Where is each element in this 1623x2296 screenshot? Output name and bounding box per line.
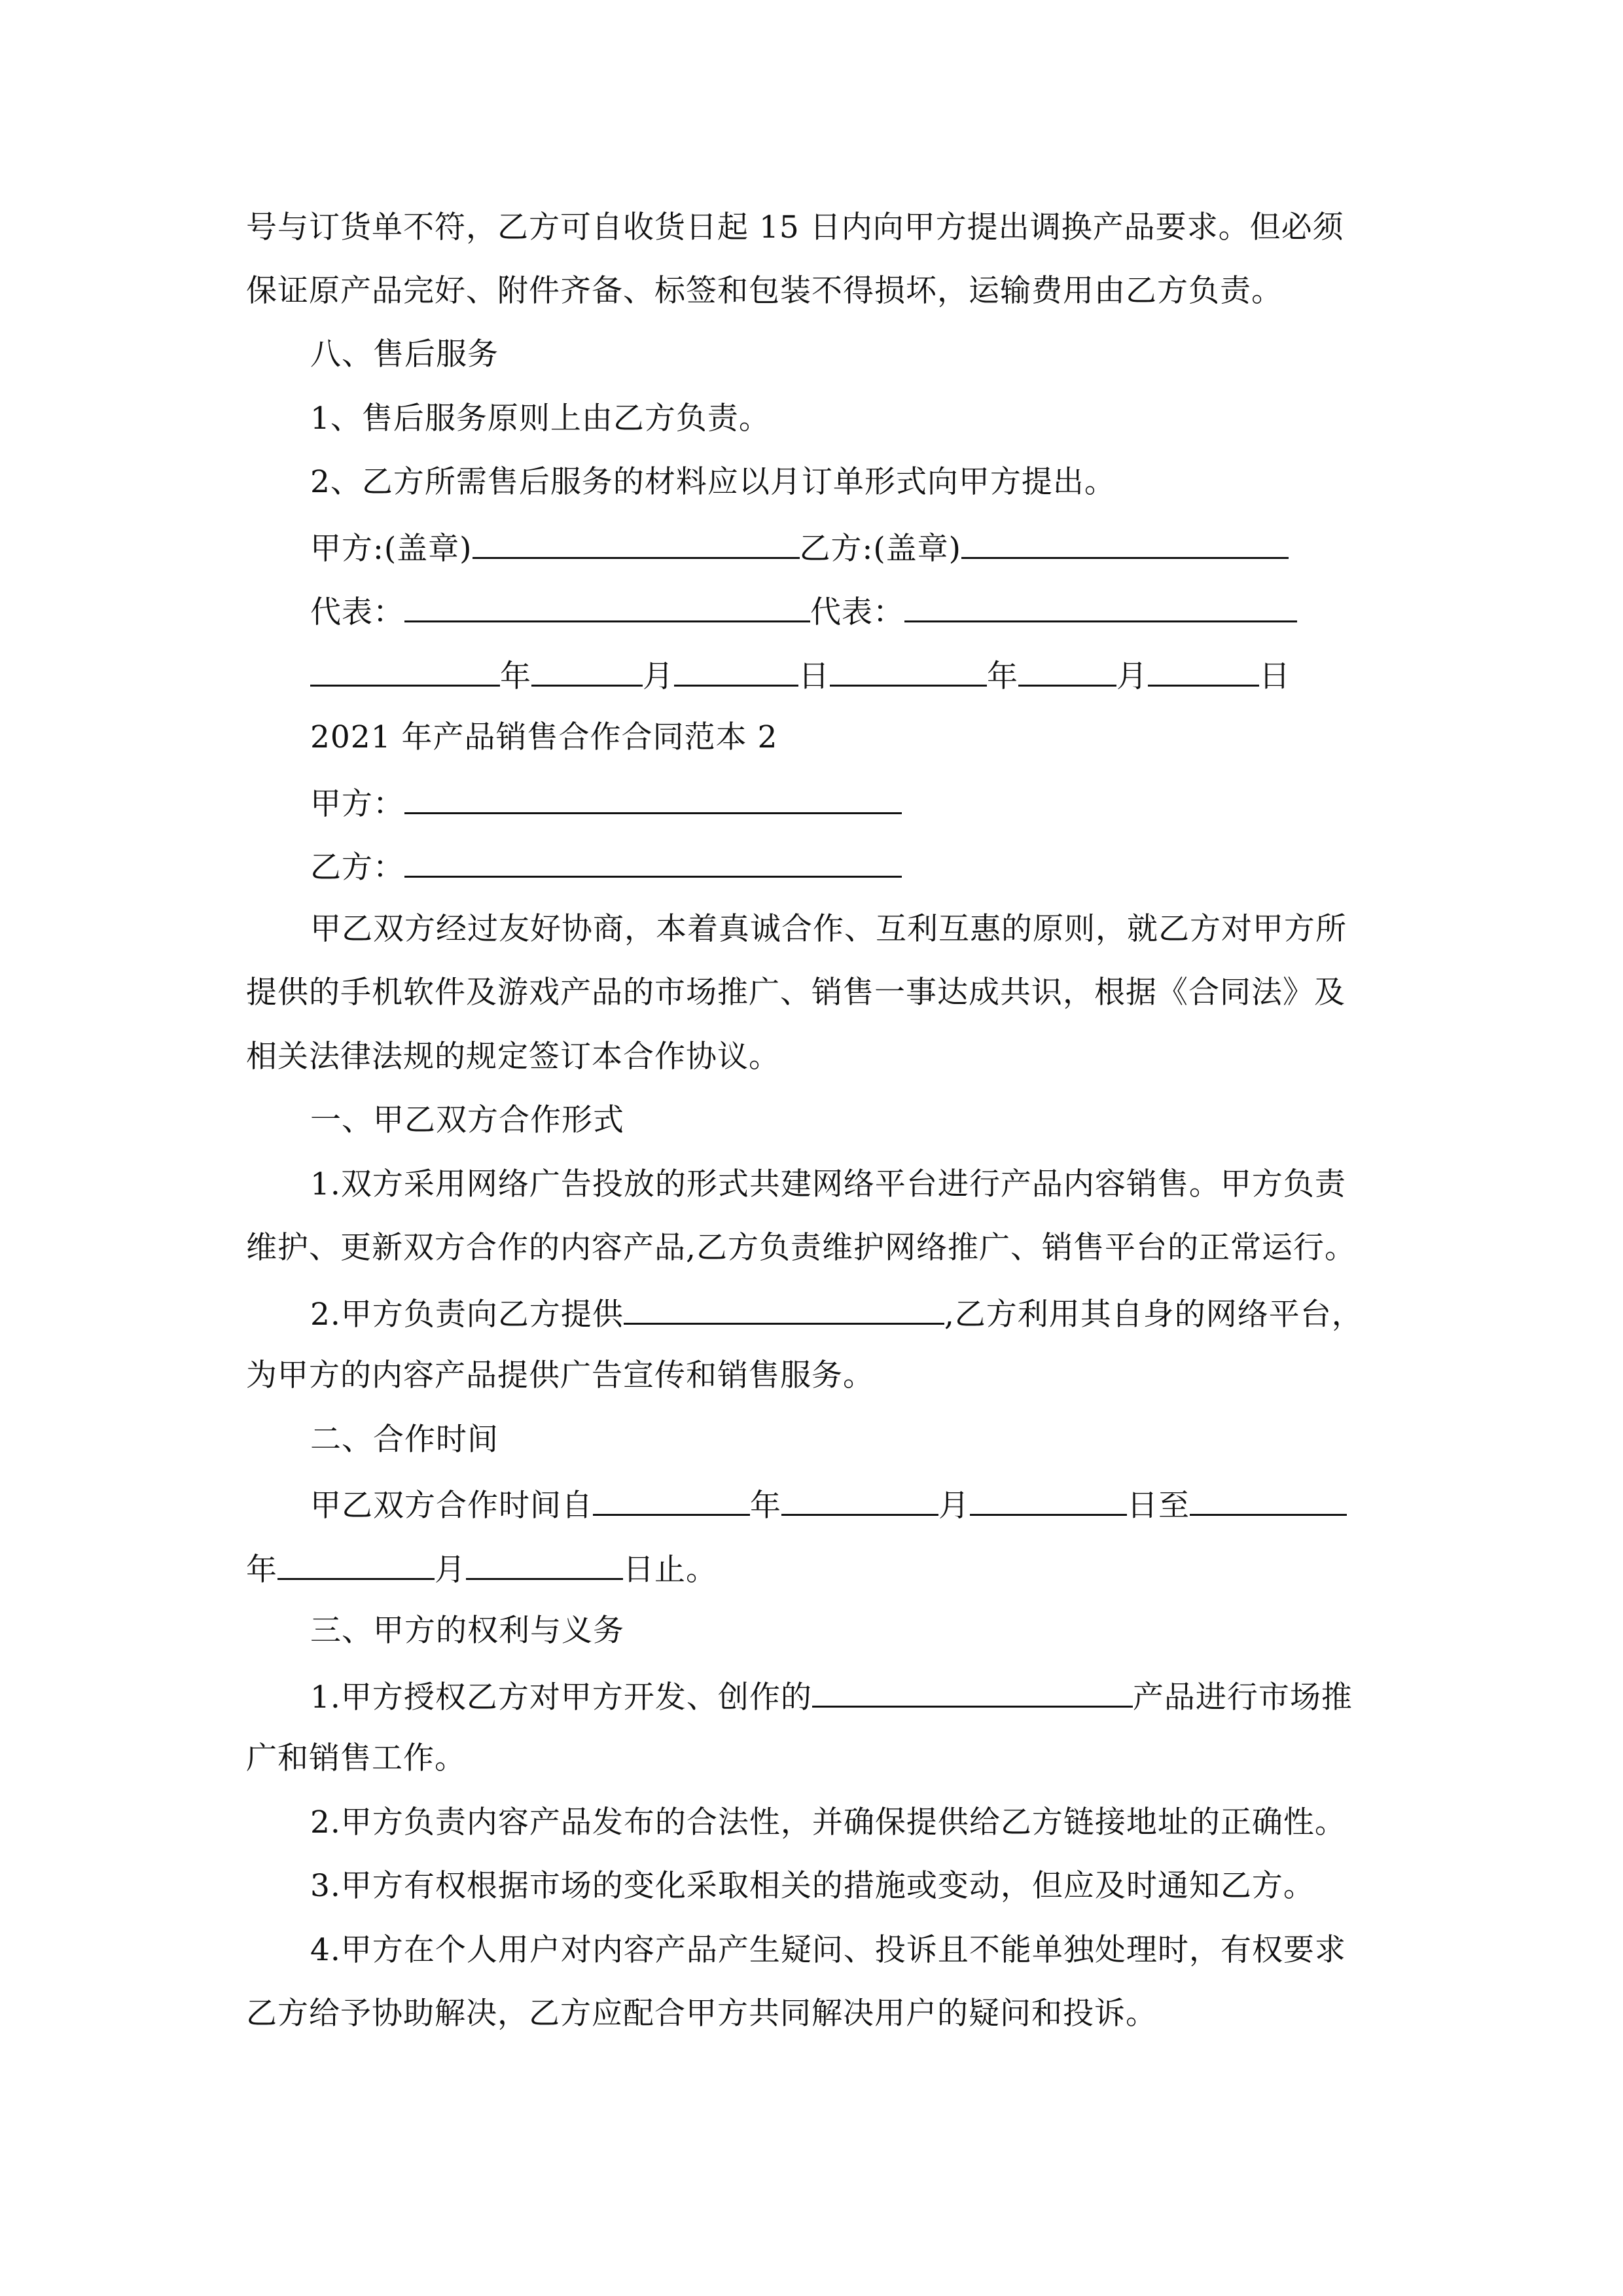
date-a-month-blank[interactable] — [531, 655, 643, 687]
text-segment: 产品进行市场推 — [1132, 1679, 1353, 1715]
text-segment: 1.甲方授权乙方对甲方开发、创作的 — [310, 1679, 812, 1715]
signature-date-row — [310, 655, 1291, 696]
rep-b-blank[interactable] — [904, 590, 1297, 622]
product-blank[interactable] — [812, 1676, 1133, 1708]
month-label: 月 — [1116, 658, 1148, 694]
paragraph-line: 保证原产品完好、附件齐备、标签和包装不得损坏，运输费用由乙方负责。 — [246, 273, 1283, 309]
end-year-blank[interactable] — [1190, 1484, 1347, 1516]
start-day-blank[interactable] — [970, 1484, 1127, 1516]
year-label: 年 — [246, 1552, 277, 1588]
end-month-blank[interactable] — [277, 1548, 435, 1580]
rep-a-label: 代表： — [310, 594, 404, 630]
end-day-blank[interactable] — [466, 1548, 623, 1580]
date-b-day-blank[interactable] — [1148, 655, 1259, 687]
section-heading: 八、售后服务 — [310, 336, 499, 372]
day-label: 日 — [798, 658, 830, 694]
section-heading: 二、合作时间 — [310, 1422, 499, 1458]
date-b-year-blank[interactable] — [830, 655, 987, 687]
month-label: 月 — [435, 1552, 466, 1588]
paragraph-line: 3.甲方有权根据市场的变化采取相关的措施或变动，但应及时通知乙方。 — [310, 1868, 1315, 1904]
party-b-blank[interactable] — [404, 846, 902, 878]
year-label: 年 — [987, 658, 1018, 694]
party-b-seal-blank[interactable] — [961, 527, 1289, 559]
paragraph-line: 4.甲方在个人用户对内容产品产生疑问、投诉且不能单独处理时，有权要求 — [310, 1932, 1346, 1968]
date-a-year-blank[interactable] — [310, 655, 500, 687]
year-label: 年 — [500, 658, 531, 694]
rep-a-blank[interactable] — [404, 590, 810, 622]
day-label: 日 — [1259, 658, 1291, 694]
day-label: 日至 — [1127, 1488, 1190, 1524]
contract-title: 2021 年产品销售合作合同范本 2 — [310, 719, 778, 755]
text-segment: 2.甲方负责向乙方提供 — [310, 1297, 624, 1333]
year-label: 年 — [750, 1488, 781, 1524]
paragraph-line: 号与订货单不符，乙方可自收货日起 15 日内向甲方提出调换产品要求。但必须 — [246, 209, 1344, 245]
paragraph-line: 相关法律法规的规定签订本合作协议。 — [246, 1039, 780, 1075]
rep-b-label: 代表： — [810, 594, 904, 630]
section-heading: 一、甲乙双方合作形式 — [310, 1102, 624, 1138]
section-heading: 三、甲方的权利与义务 — [310, 1613, 624, 1649]
party-a-seal-blank[interactable] — [473, 527, 800, 559]
date-a-day-blank[interactable] — [674, 655, 798, 687]
day-label: 日止。 — [623, 1552, 717, 1588]
text-segment: 甲乙双方合作时间自 — [310, 1488, 593, 1524]
party-a-seal-label: 甲方:(盖章) — [310, 531, 473, 567]
paragraph-line: 广和销售工作。 — [246, 1740, 466, 1776]
paragraph-line: 2.甲方负责内容产品发布的合法性，并确保提供给乙方链接地址的正确性。 — [310, 1804, 1346, 1840]
party-a-label: 甲方： — [310, 786, 404, 822]
paragraph-line: 甲乙双方经过友好协商，本着真诚合作、互利互惠的原则，就乙方对甲方所 — [310, 911, 1347, 947]
paragraph-line: 提供的手机软件及游戏产品的市场推广、销售一事达成共识，根据《合同法》及 — [246, 975, 1346, 1011]
paragraph-line: 1.双方采用网络广告投放的形式共建网络平台进行产品内容销售。甲方负责 — [310, 1166, 1346, 1202]
paragraph-line — [246, 1548, 717, 1590]
date-b-month-blank[interactable] — [1018, 655, 1116, 687]
party-a-row — [310, 782, 902, 824]
paragraph-line — [310, 1484, 1347, 1526]
paragraph-line — [310, 1676, 1353, 1717]
party-b-label: 乙方： — [310, 850, 404, 886]
party-b-row — [310, 846, 902, 888]
paragraph-line: 维护、更新双方合作的内容产品,乙方负责维护网络推广、销售平台的正常运行。 — [246, 1230, 1356, 1266]
signature-seal-row — [310, 527, 1289, 569]
provided-item-blank[interactable] — [624, 1293, 944, 1325]
start-month-blank[interactable] — [781, 1484, 938, 1516]
start-year-blank[interactable] — [593, 1484, 750, 1516]
paragraph-line: 为甲方的内容产品提供广告宣传和销售服务。 — [246, 1357, 874, 1393]
month-label: 月 — [938, 1488, 970, 1524]
party-a-blank[interactable] — [404, 782, 902, 814]
text-segment: ,乙方利用其自身的网络平台， — [944, 1297, 1363, 1333]
party-b-seal-label: 乙方:(盖章) — [799, 531, 962, 567]
signature-rep-row — [310, 590, 1297, 632]
month-label: 月 — [643, 658, 674, 694]
paragraph-line — [310, 1293, 1363, 1335]
list-item: 1、售后服务原则上由乙方负责。 — [310, 401, 770, 437]
list-item: 2、乙方所需售后服务的材料应以月订单形式向甲方提出。 — [310, 464, 1116, 500]
paragraph-line: 乙方给予协助解决，乙方应配合甲方共同解决用户的疑问和投诉。 — [246, 1996, 1157, 2032]
